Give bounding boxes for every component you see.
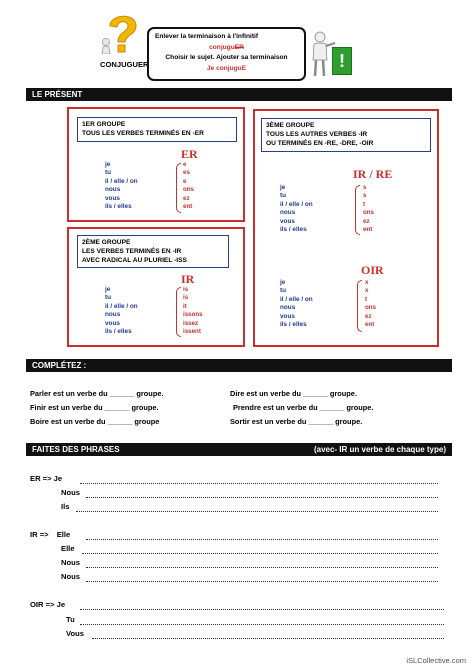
pronoun-je: Je (206, 64, 215, 72)
stem-conjugu: conjugu (209, 43, 235, 51)
pronoun: nous (280, 304, 296, 312)
group2-pronoun-list (105, 286, 138, 336)
subject: Nous (61, 572, 80, 581)
ending: es (183, 169, 190, 177)
ending: x (365, 287, 369, 295)
pronoun: ils / elles (105, 328, 132, 336)
ending: is (183, 294, 189, 302)
exclamation-sign (332, 47, 352, 75)
answer-line[interactable] (86, 581, 438, 582)
group3-title-box (261, 118, 431, 152)
present-bar-label: LE PRÉSENT (32, 90, 83, 99)
exercise-right-2: Prendre est un verbe du ______ groupe. (233, 403, 374, 412)
thinking-figure-icon (100, 38, 118, 54)
ending: ons (365, 304, 377, 312)
answer-line[interactable] (92, 638, 444, 639)
subject: Je (53, 474, 63, 483)
phrases-bar-note: (avec- IR un verbe de chaque type) (313, 445, 446, 454)
exercise-left-1: Parler est un verbe du ______ groupe. (30, 389, 164, 398)
answer-line[interactable] (86, 497, 438, 498)
ir-prefix: IR => (30, 530, 49, 539)
answer-line[interactable] (80, 609, 444, 610)
ending: t (363, 200, 366, 208)
exercise-left-3: Boire est un verbe du ______ groupe (30, 417, 160, 426)
group1-title-box (77, 117, 237, 142)
answer-line[interactable] (80, 624, 444, 625)
pronoun: il / elle / on (280, 295, 313, 303)
group3-title-line2: TOUS LES AUTRES VERBES -IR (266, 131, 368, 138)
ending: issent (183, 328, 201, 336)
phrases-bar-label: FAITES DES PHRASES (32, 445, 120, 454)
answer-line[interactable] (86, 567, 438, 568)
pronoun: ils / elles (280, 321, 307, 329)
ending: s (363, 184, 367, 191)
answer-line[interactable] (82, 553, 438, 554)
subject: Elle (56, 530, 71, 539)
ending-e: E (241, 64, 247, 72)
group1-panel (67, 107, 245, 222)
phrases-bar (26, 443, 452, 456)
pronoun: tu (280, 192, 287, 200)
pronoun: il / elle / on (105, 302, 138, 310)
pronoun: ils / elles (105, 203, 132, 211)
group1-ending-heading: ER (181, 147, 198, 161)
pronoun: tu (105, 169, 112, 177)
oir-prefix: OIR => (30, 600, 55, 609)
present-bar (26, 88, 452, 101)
subject: Nous (61, 558, 80, 567)
er-prefix: ER => (30, 474, 52, 483)
pronoun: il / elle / on (105, 177, 138, 185)
group2-title-box (77, 235, 229, 268)
ending: issez (183, 319, 199, 327)
group3-oir-pronoun-list (280, 279, 313, 329)
exercise-right-1: Dire est un verbe du ______ groupe. (230, 389, 357, 398)
conjuguer-label: CONJUGUER (100, 60, 149, 69)
ending: ez (363, 217, 370, 225)
struck-ending: ER (234, 43, 244, 51)
pronoun: vous (105, 194, 120, 202)
pronoun: vous (280, 217, 295, 225)
ir-row-elle (30, 530, 70, 539)
group2-ending-list (183, 286, 203, 336)
answer-line[interactable] (86, 539, 438, 540)
pronoun: je (280, 184, 286, 191)
ending: issons (183, 311, 203, 319)
exercise-right-3: Sortir est un verbe du ______ groupe. (230, 417, 363, 426)
pronoun: je (105, 161, 111, 168)
ending: ons (363, 209, 375, 217)
completez-bar (26, 359, 452, 372)
pronoun: tu (280, 287, 287, 295)
pronoun: nous (105, 186, 121, 194)
ending: ent (363, 226, 373, 234)
subject: Ils (61, 502, 70, 511)
answer-line[interactable] (80, 483, 438, 484)
ending: ez (183, 194, 190, 202)
stem-conjugu-2: conjugu (216, 64, 242, 72)
group2-brace (176, 287, 181, 337)
pronoun: vous (105, 319, 120, 327)
subject: Je (56, 600, 66, 609)
group1-pronoun-list (105, 161, 138, 211)
pronoun: ils / elles (280, 226, 307, 234)
pronoun: je (105, 286, 111, 293)
instruction-line-2 (155, 43, 298, 54)
ending: ez (365, 312, 372, 320)
site-credit: iSLCollective.com (406, 656, 466, 665)
group3-title-line3: OU TERMINÉS EN -RE, -DRE, -OIR (266, 140, 374, 147)
subject: Tu (66, 615, 75, 624)
group3-panel (253, 109, 439, 347)
ending: ent (365, 321, 375, 329)
group3-ir-re-ending-list (363, 184, 374, 234)
oir-row-je (30, 600, 65, 609)
group3-ir-re-heading: IR / RE (353, 167, 393, 181)
er-row-je (30, 474, 62, 483)
exercise-left-2: Finir est un verbe du ______ groupe. (30, 403, 159, 412)
pronoun: il / elle / on (280, 200, 313, 208)
ending: ons (183, 186, 195, 194)
ending: it (183, 302, 187, 310)
group2-panel (67, 227, 245, 347)
answer-line[interactable] (76, 511, 438, 512)
instruction-line-1: Enlever la terminaison à l'infinitif (155, 33, 259, 40)
subject: Nous (61, 488, 80, 497)
pronoun: je (280, 279, 286, 286)
group1-title-line1: 1ER GROUPE (82, 121, 126, 128)
group3-oir-heading: OIR (361, 263, 384, 277)
ending: ent (183, 203, 193, 211)
instruction-line-3: Choisir le sujet. Ajouter sa terminaison (165, 54, 288, 61)
group3-title-line1: 3ÈME GROUPE (266, 122, 315, 129)
group2-title-line3: AVEC RADICAL AU PLURIEL -ISS (82, 257, 187, 264)
group3-oir-ending-list (365, 279, 376, 329)
subject: Elle (61, 544, 75, 553)
completez-bar-label: COMPLÉTEZ : (32, 361, 87, 370)
pronoun: vous (280, 312, 295, 320)
group3-ir-re-brace (355, 185, 360, 235)
pronoun: nous (105, 311, 121, 319)
subject: Vous (66, 629, 85, 638)
ending: is (183, 286, 189, 293)
group2-ending-heading: IR (181, 272, 195, 286)
group3-oir-brace (357, 280, 362, 332)
ending: x (365, 279, 369, 286)
group2-title-line2: LES VERBES TERMINÉS EN -IR (82, 248, 182, 255)
ending: e (183, 177, 187, 185)
pronoun: tu (105, 294, 112, 302)
group2-title-line1: 2ÈME GROUPE (82, 239, 131, 246)
group1-ending-list (183, 161, 194, 211)
group3-ir-re-pronoun-list (280, 184, 313, 234)
instruction-box (147, 27, 306, 81)
ending: e (183, 161, 187, 168)
group1-brace (176, 163, 181, 213)
group1-title-line2: TOUS LES VERBES TERMINÉS EN -ER (82, 130, 204, 137)
instruction-line-4 (155, 64, 298, 75)
exclamation-sign-text: ! (339, 51, 345, 71)
pronoun: nous (280, 209, 296, 217)
ending: s (363, 192, 367, 200)
ending: t (365, 295, 368, 303)
